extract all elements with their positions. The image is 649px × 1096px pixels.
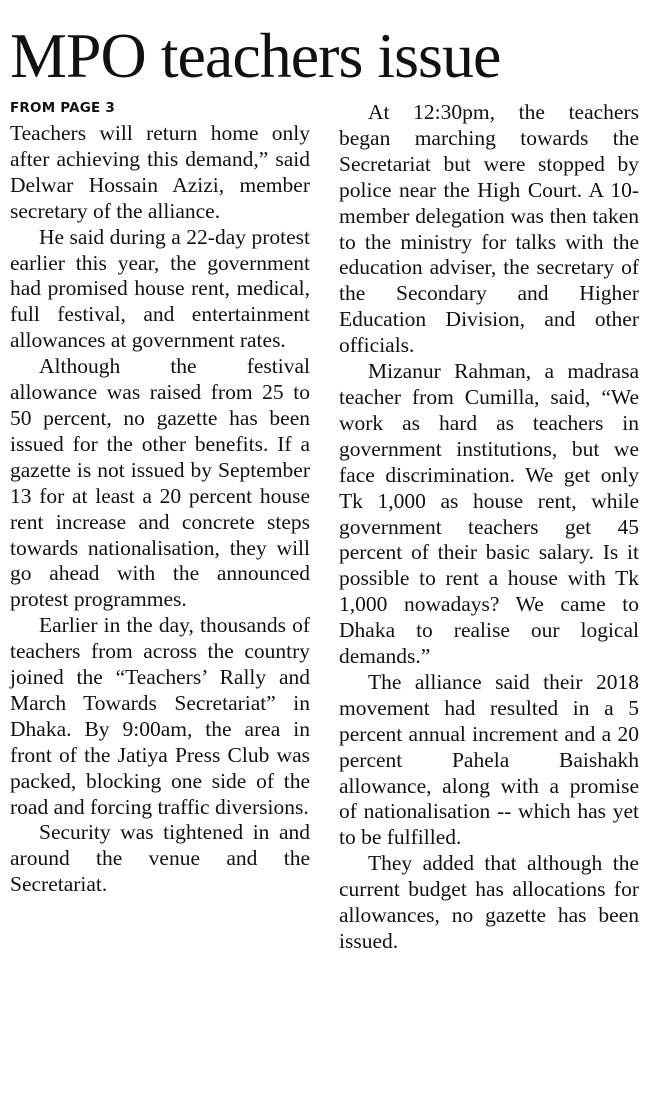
paragraph: Security was tightened in and around the venue and the Secretariat. — [10, 820, 310, 897]
paragraph: He said during a 22-day protest earlier this year, the government had promised house rent, medical, full festival, and entertainment allowances at government rates. — [10, 224, 310, 353]
paragraph: Earlier in the day, thousands of teachers from across the country joined the “Teachers’ Rally and March Towards Secretariat” in Dhaka. By 9:00am, the area in front of the Jatiya Press Club was packed, blocking one side of the road and forcing traffic diversions. — [10, 613, 310, 819]
article-column-left — [10, 100, 310, 898]
paragraph: The alliance said their 2018 movement had resulted in a 5 percent annual increment and a 20 percent Pahela Baishakh allowance, along with a promise of nationalisation -- which has yet to be fulfilled. — [339, 669, 639, 850]
paragraph: Teachers will return home only after achieving this demand,” said Delwar Hossain Azizi, member secretary of the alliance. — [10, 121, 310, 223]
headline: MPO teachers issue — [10, 20, 501, 91]
continuation-kicker: FROM PAGE 3 — [10, 100, 115, 116]
paragraph: They added that although the current budget has allocations for allowances, no gazette has been issued. — [339, 851, 639, 953]
article-column-right — [339, 100, 639, 955]
paragraph: Although the festival allowance was raised from 25 to 50 percent, no gazette has been issued for the other benefits. If a gazette is not issued by September 13 for at least a 20 percent house rent increase and concrete steps towards nationalisation, they will go ahead with the announced protest programmes. — [10, 354, 310, 612]
paragraph: Mizanur Rahman, a madrasa teacher from Cumilla, said, “We work as hard as teachers in government institutions, but we face discrimination. We get only Tk 1,000 as house rent, while government teachers get 45 percent of their basic salary. Is it possible to rent a house with Tk 1,000 nowadays? We came to Dhaka to realise our logical demands.” — [339, 359, 639, 669]
paragraph: At 12:30pm, the teachers began marching towards the Secretariat but were stopped by police near the High Court. A 10-member delegation was then taken to the ministry for talks with the education adviser, the secretary of the Secondary and Higher Education Division, and other officials. — [339, 100, 639, 358]
